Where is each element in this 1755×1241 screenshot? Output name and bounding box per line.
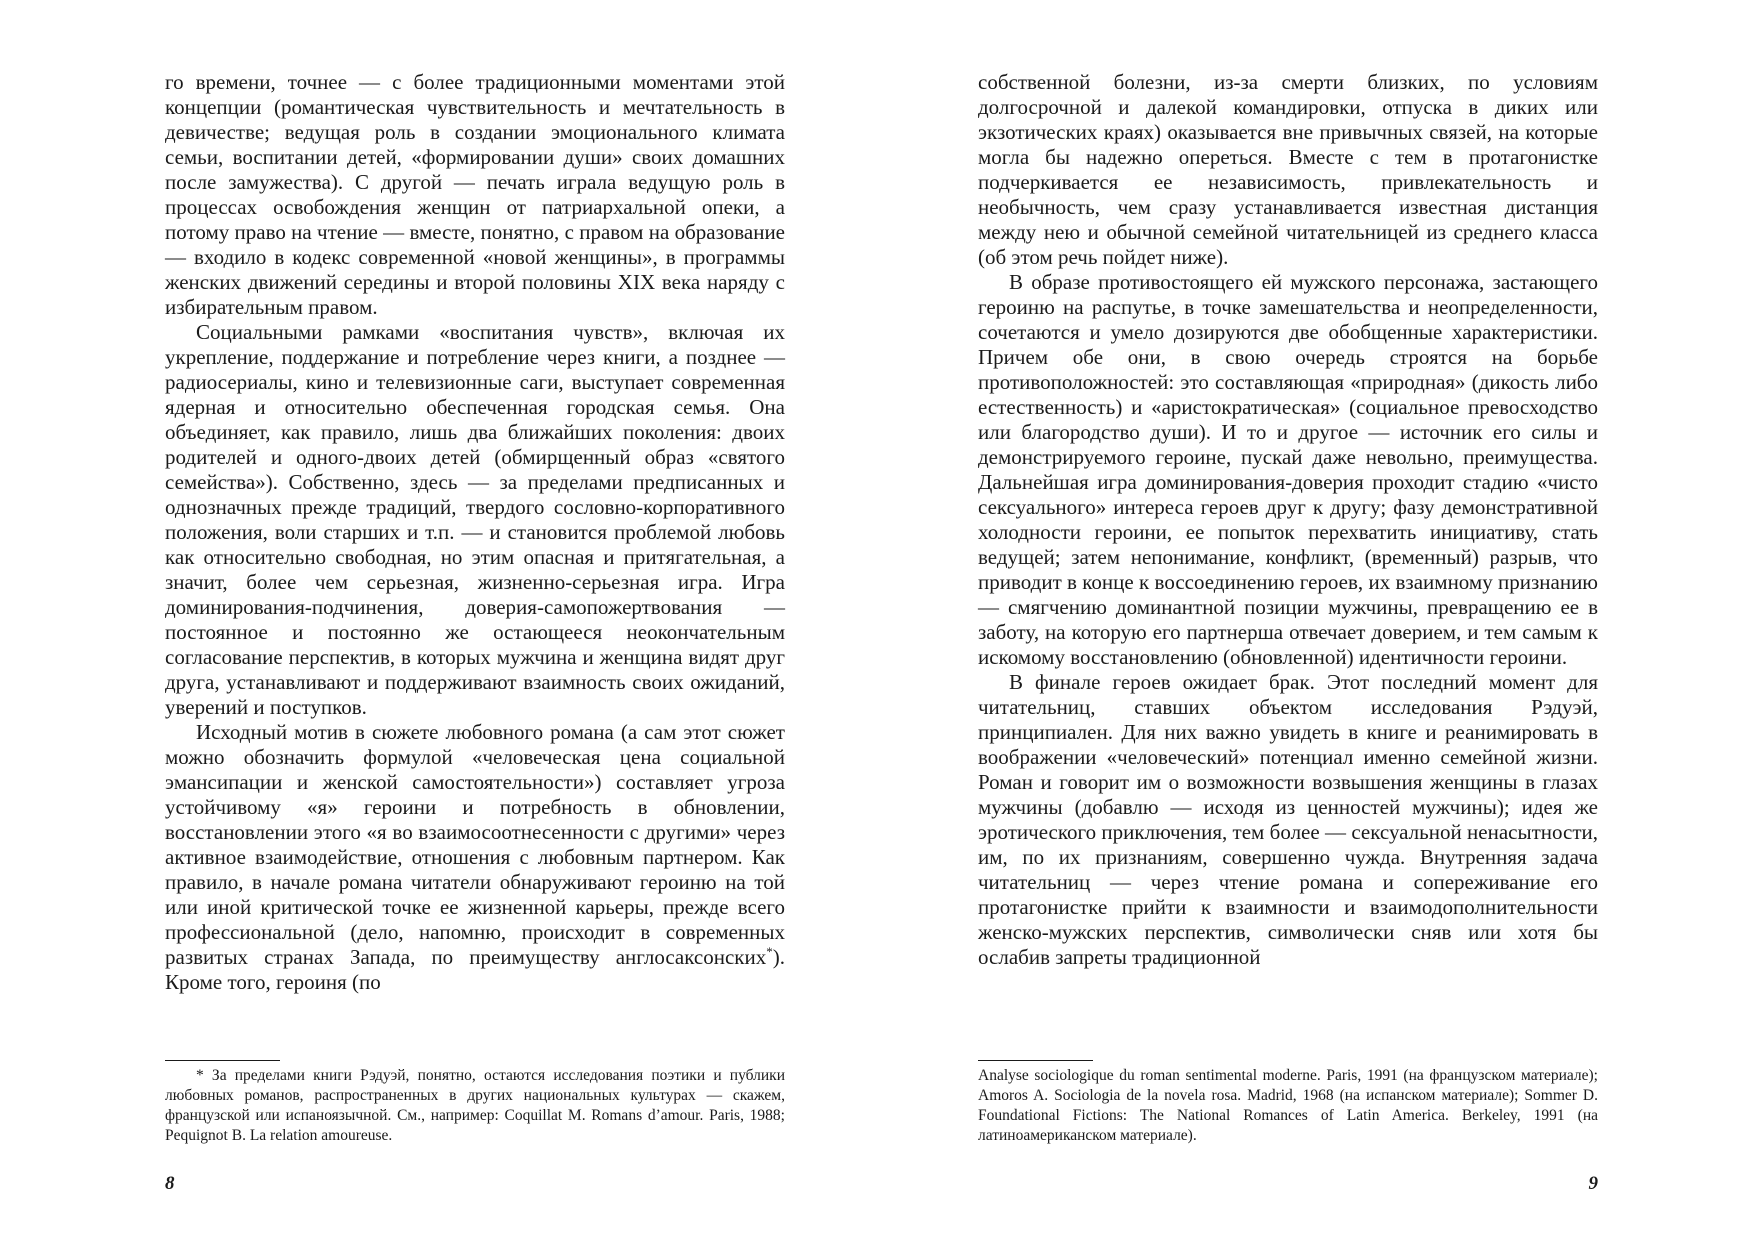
- paragraph: Социальными рамками «воспитания чувств», включая их укрепление, поддержание и потребление через книги, а позднее — радиосериалы, кино и телевизионные саги, выступает современная ядерная и относительно обеспеченная городская семья. Она объединяет, как правило, лишь два ближайших поколения: двоих родителей и одного-двоих детей (обмирщенный образ «святого семейства»). Собственно, здесь — за пределами предписанных и однозначных прежде традиций, твердого сословно-корпоративного положения, воли старших и т.п. — и становится проблемой любовь как относительно свободная, но этим опасная и притягательная, а значит, более чем серьезная, жизненно-серьезная игра. Игра доминирования-подчинения, доверия-самопожертвования — постоянное и постоянно же остающееся неокончательным согласование перспектив, в которых мужчина и женщина видят друг друга, устанавливают и поддерживают взаимность своих ожиданий, уверений и поступков.: [165, 320, 785, 719]
- right-page-body: [978, 70, 1598, 970]
- paragraph-text: Исходный мотив в сюжете любовного романа (а сам этот сюжет можно обозначить формулой «человеческая цена социальной эмансипации и женской самостоятельности») составляет угроза устойчивому «я» героини и потребность в обновлении, восстановлении этого «я во взаимосоотнесенности с другими» через активное взаимодействие, отношения с любовным партнером. Как правило, в начале романа читатели обнаруживают героиню на той или иной критической точке ее жизненной карьеры, прежде всего профессиональной (дело, напомню, происходит в современных развитых странах Запада, по преимуществу англосаксонских: [165, 720, 785, 969]
- footnote-marker[interactable]: *: [766, 944, 773, 959]
- footnote-continuation: Analyse sociologique du roman sentimental moderne. Paris, 1991 (на французском материале); Amoros A. Sociologia de la novela rosa. Madrid, 1968 (на испанском материале); Sommer D. Foundational Fictions: The National Romances of Latin America. Berkeley, 1991 (на латиноамериканском материале).: [978, 1067, 1598, 1144]
- footnote-rule: [978, 1060, 1093, 1061]
- footnote: * За пределами книги Рэдуэй, понятно, остаются исследования поэтики и публики любовных романов, распространенных в других национальных культурах — скажем, французской или испаноязычной. См., например: Coquillat M. Romans d’amour. Paris, 1988; Pequignot B. La relation amoureuse.: [165, 1067, 785, 1144]
- page-number: 8: [165, 1173, 175, 1194]
- paragraph: В образе противостоящего ей мужского персонажа, застающего героиню на распутье, в точке замешательства и неопределенности, сочетаются и умело дозируются две обобщенные характеристики. Причем обе они, в свою очередь строятся на борьбе противоположностей: это составляющая «природная» (дикость либо естественность) и «аристократическая» (социальное превосходство или благородство души). И то и другое — источник его силы и демонстрируемого героине, пускай даже невольно, преимущества. Дальнейшая игра доминирования-доверия проходит стадию «чисто сексуального» интереса героев друг к другу; фазу демонстративной холодности героини, ее попыток перехватить инициативу, стать ведущей; затем непонимание, конфликт, (временный) разрыв, что приводит в конце к воссоединению героев, их взаимному признанию — смягчению доминантной позиции мужчины, превращению ее в заботу, на которую его партнерша отвечает доверием, и тем самым к искомому восстановлению (обновленной) идентичности героини.: [978, 270, 1598, 669]
- footnote-rule: [165, 1060, 280, 1061]
- paragraph: собственной болезни, из-за смерти близких, по условиям долгосрочной и далекой командировки, отпуска в диких или экзотических краях) оказывается вне привычных связей, на которые могла бы надежно опереться. Вместе с тем в протагонистке подчеркивается ее независимость, привлекательность и необычность, чем сразу устанавливается известная дистанция между нею и обычной семейной читательницей из среднего класса (об этом речь пойдет ниже).: [978, 70, 1598, 269]
- right-page: [978, 70, 1598, 1200]
- paragraph: В финале героев ожидает брак. Этот последний момент для читательниц, ставших объектом исследования Рэдуэй, принципиален. Для них важно увидеть в книге и реанимировать в воображении «человеческий» потенциал именно семейной жизни. Роман и говорит им о возможности возвышения женщины в глазах мужчины (добавлю — исходя из ценностей мужчины); идея же эротического приключения, тем более — сексуальной ненасытности, им, по их признаниям, совершенно чужда. Внутренняя задача читательниц — через чтение романа и сопереживание его протагонистке прийти к взаимности и взаимодополнительности женско-мужских перспектив, символически сняв или хотя бы ослабив запреты традиционной: [978, 670, 1598, 969]
- left-page-body: [165, 70, 785, 995]
- page-number: 9: [1588, 1173, 1598, 1194]
- paragraph: го времени, точнее — с более традиционными моментами этой концепции (романтическая чувствительность и мечтательность в девичестве; ведущая роль в создании эмоционального климата семьи, воспитании детей, «формировании души» своих домашних после замужества). С другой — печать играла ведущую роль в процессах освобождения женщин от патриархальной опеки, а потому право на чтение — вместе, понятно, с правом на образование — входило в кодекс современной «новой женщины», в программы женских движений середины и второй половины XIX века наряду с избирательным правом.: [165, 70, 785, 319]
- paragraph: [165, 720, 785, 995]
- left-page: [165, 70, 785, 1200]
- paragraph-tail: ). Кроме того, героиня (по: [165, 945, 785, 994]
